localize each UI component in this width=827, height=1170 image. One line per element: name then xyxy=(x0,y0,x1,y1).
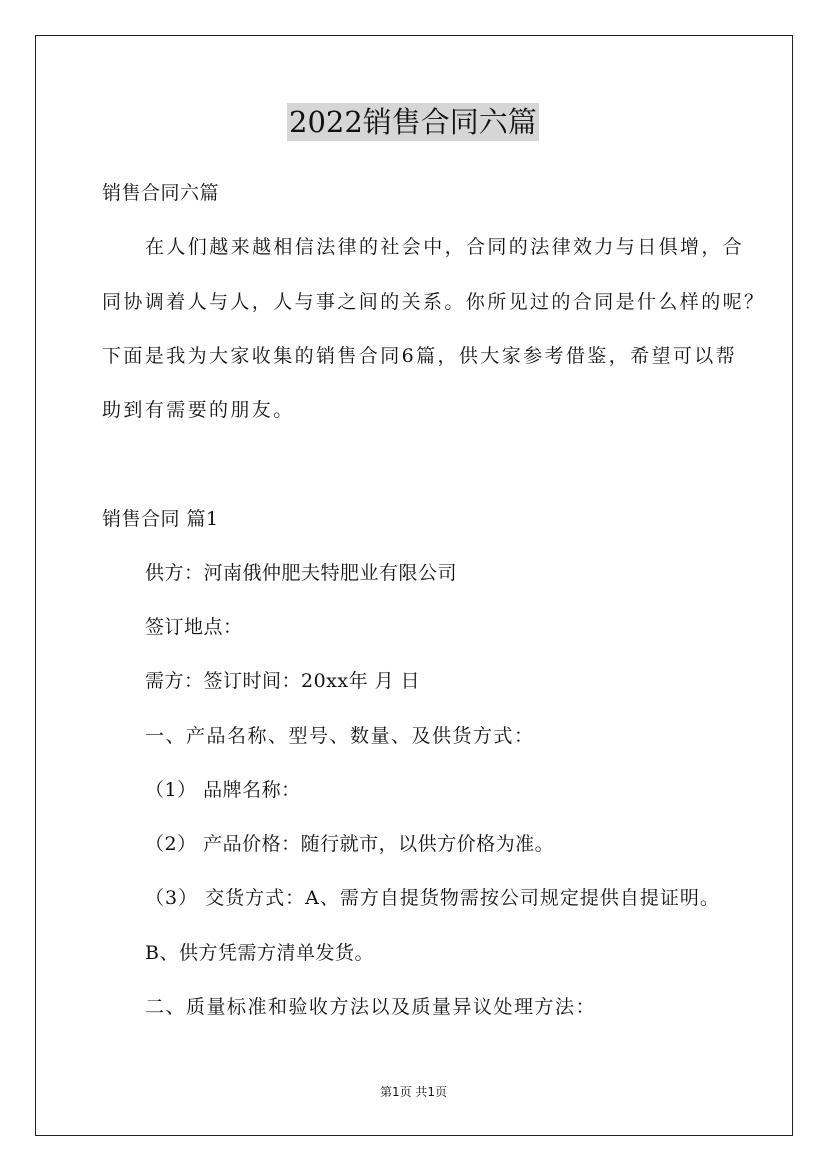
contract-paragraph: 签订地点： xyxy=(145,616,243,638)
page-number-footer: 第1页 共1页 xyxy=(379,1085,448,1099)
intro-line: 同协调着人与人，人与事之间的关系。你所见过的合同是什么样的呢？ xyxy=(102,291,766,313)
section-heading: 销售合同 篇1 xyxy=(102,508,219,530)
contract-paragraph: B、供方凭需方清单发货。 xyxy=(145,942,374,964)
contract-paragraph: 二、质量标准和验收方法以及质量异议处理方法： xyxy=(145,996,597,1018)
document-subtitle: 销售合同六篇 xyxy=(102,182,220,204)
contract-paragraph: 一、产品名称、型号、数量、及供货方式： xyxy=(145,725,535,747)
intro-line: 在人们越来越相信法律的社会中，合同的法律效力与日俱增，合 xyxy=(145,236,745,258)
intro-line: 助到有需要的朋友。 xyxy=(102,399,295,421)
contract-paragraph: 供方：河南俄仲肥夫特肥业有限公司 xyxy=(145,562,458,584)
contract-paragraph: （1） 品牌名称： xyxy=(145,779,301,801)
intro-line: 下面是我为大家收集的销售合同6篇，供大家参考借鉴，希望可以帮 xyxy=(102,345,738,367)
document-title: 2022销售合同六篇 xyxy=(289,105,537,139)
contract-paragraph: （2） 产品价格：随行就市，以供方价格为准。 xyxy=(145,833,555,855)
contract-paragraph: （3） 交货方式：A、需方自提货物需按公司规定提供自提证明。 xyxy=(145,887,720,909)
contract-paragraph: 需方：签订时间：20xx年 月 日 xyxy=(145,670,421,692)
